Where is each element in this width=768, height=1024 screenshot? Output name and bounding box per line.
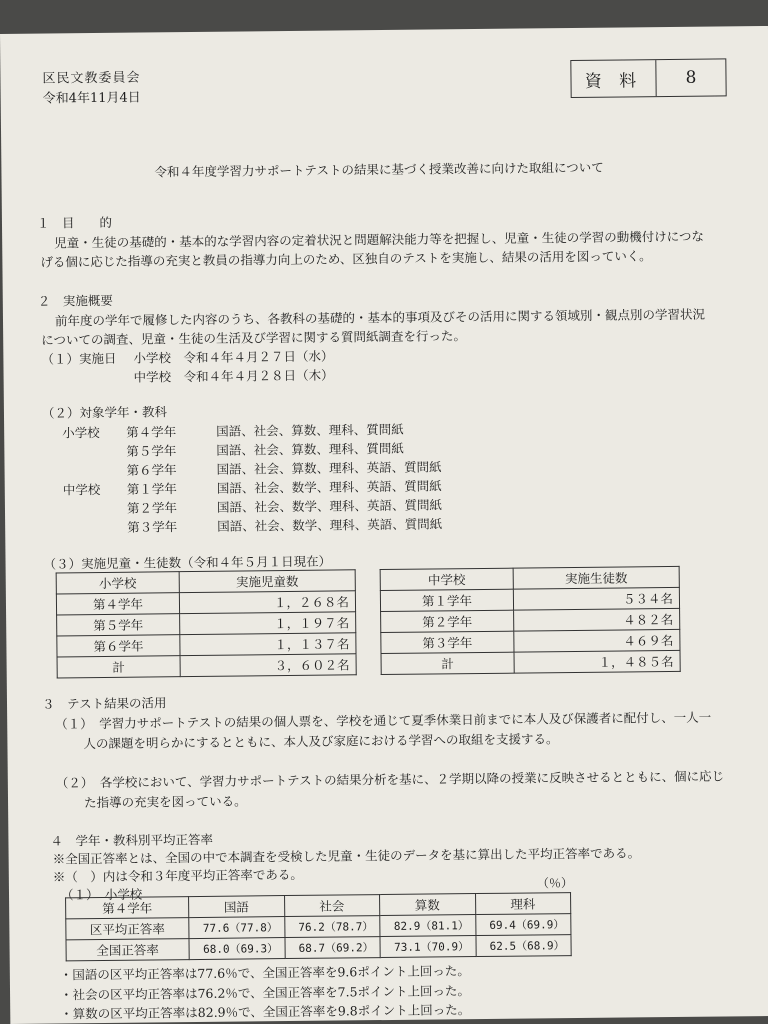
table-cell: 第４学年 [56,593,179,615]
section4-note1: ※全国正答率とは、全国の中で本調査を受検した児童・生徒のデータを基に算出した平均正答率である。 [52,845,641,867]
table-cell: 82.9（81.1） [380,915,476,937]
jh-subjects-1: 国語、社会、数学、理科、英語、質問紙 [216,478,442,496]
table-cell: １，１３７名 [180,633,356,656]
section1-line2: げる個に応じた指導の充実と教員の指導力向上のため、区独自のテストを実施し、結果の活用を図っていく。 [40,248,652,270]
section3-item1-line1: 学習力サポートテストの結果の個人票を、学校を通じて夏季休業日前までに本人及び保護者に配付し、一人一 [99,709,712,731]
targets-label: （２）対象学年・教科 [41,404,168,421]
elem-grade-6: 第６学年 [126,462,177,478]
section1-line1: 児童・生徒の基礎的・基本的な学習内容の定着状況と問題解決能力等を把握し、児童・生徒の学習の動機付けにつな [54,228,704,251]
table-row [66,935,571,961]
table-row [381,650,680,674]
document-number-box [570,58,726,98]
elementary-score-table [65,892,572,961]
section4-heading: ４ 学年・教科別平均正答率 [50,831,214,849]
doc-date: 令和4年11月4日 [42,90,141,107]
table-cell: 全国正答率 [66,939,189,961]
table-row [57,654,356,678]
table-cell: 区平均正答率 [66,918,189,940]
table-cell: 第６学年 [57,635,180,657]
table-cell: 68.7（69.2） [284,937,380,959]
section2-heading: ２ 実施概要 [37,292,113,309]
table-cell: １，４８５名 [514,650,680,673]
elem-subjects-6: 国語、社会、算数、理科、英語、質問紙 [216,459,442,477]
elem-subjects-4: 国語、社会、算数、理科、質問紙 [216,421,404,439]
section3-item1-line2: 人の課題を明らかにするとともに、本人及び家庭における学習への取組を支援する。 [83,731,559,752]
jh-subjects-2: 国語、社会、数学、理科、英語、質問紙 [216,497,443,515]
table-cell: 第３学年 [381,631,514,653]
jh-grade-2: 第２学年 [126,500,178,516]
table-cell: 62.5（68.9） [475,935,571,957]
table-cell: 68.0（69.3） [189,938,285,960]
org-name: 区民文教委員会 [42,70,141,87]
table-cell: 第２学年 [381,610,514,632]
section3-item2-number: （２） [55,775,94,791]
table-cell: 76.2（78.7） [284,916,380,938]
table-cell: ３，６０２名 [180,654,356,677]
section4-subheading: （１） 小学校 [60,886,143,903]
count-label: （３）実施児童・生徒数（令和４年５月１日現在） [43,553,332,572]
elementary-count-table [56,569,357,678]
jh-grade-1: 第１学年 [126,481,177,497]
section3-item2-line2: た指導の充実を図っている。 [83,793,247,811]
table-cell: 69.4（69.9） [475,914,571,936]
section2-line1: 前年度の学年で履修した内容のうち、各教科の基礎的・基本的事項及びその活用に関する領域別・観点別の学習状況 [54,306,706,329]
table-header: 小学校 [56,572,179,594]
table-header: 理科 [475,893,571,915]
table-header: 中学校 [380,568,513,590]
targets-elementary-label: 小学校 [62,424,100,441]
table-header: 国語 [189,896,285,918]
junior-high-count-table [380,566,681,675]
table-cell: 第１学年 [380,589,513,611]
table-cell: ４８２名 [514,608,680,631]
elem-subjects-5: 国語、社会、算数、理科、質問紙 [216,440,404,458]
table-header: 社会 [284,895,380,917]
date-label: （１）実施日 [41,350,117,367]
result-bullet: ・国語の区平均正答率は77.6％で、全国正答率を9.6ポイント上回った。 [59,963,470,983]
section1-heading: １ 目 的 [36,214,113,231]
section2-line2: についての調査、児童・生徒の生活及び学習に関する質問紙調査を行った。 [41,328,467,348]
date-elementary: 小学校 令和４年４月２７日（水） [133,348,334,366]
table-cell: 77.6（77.8） [189,917,285,939]
elem-grade-4: 第４学年 [126,424,177,440]
doc-label: 資 料 [571,60,656,97]
doc-number: 8 [685,67,697,88]
document-title: 令和４年度学習力サポートテストの結果に基づく授業改善に向けた取組について [154,159,604,180]
jh-grade-3: 第３学年 [127,519,178,535]
table-cell: １，１９７名 [180,612,356,635]
table-header: 第４学年 [66,897,189,919]
section3-item1-number: （１） [55,716,93,732]
table-header: 算数 [380,894,476,916]
section4-note2: ※（ ）内は令和３年度平均正答率である。 [52,866,303,885]
table-cell: 計 [381,652,514,674]
table-header: 実施生徒数 [513,566,679,589]
table-cell: ５３４名 [513,587,679,610]
jh-subjects-3: 国語、社会、数学、理科、英語、質問紙 [217,516,443,534]
table-cell: １，２６８名 [179,591,355,614]
result-bullet: ・社会の区平均正答率は76.2％で、全国正答率を7.5ポイント上回った。 [59,983,471,1003]
result-bullet: ・算数の区平均正答率は82.9％で、全国正答率を9.8ポイント上回った。 [60,1002,471,1022]
table-cell: 計 [57,656,180,678]
table-cell: 第５学年 [57,614,180,636]
table-header: 実施児童数 [179,570,355,593]
section3-item2-line1: 各学校において、学習力サポートテストの結果分析を基に、２学期以降の授業に反映させるとともに、個に応じ [99,768,725,790]
table-cell: 73.1（70.9） [380,936,476,958]
section3-heading: ３ テスト結果の活用 [41,695,167,712]
unit-label: （％） [536,876,574,891]
elem-grade-5: 第５学年 [126,443,177,459]
table-cell: ４６９名 [514,629,680,652]
date-junior-high: 中学校 令和４年４月２８日（木） [133,367,334,385]
targets-jh-label: 中学校 [62,481,101,498]
document-page [0,26,768,1024]
